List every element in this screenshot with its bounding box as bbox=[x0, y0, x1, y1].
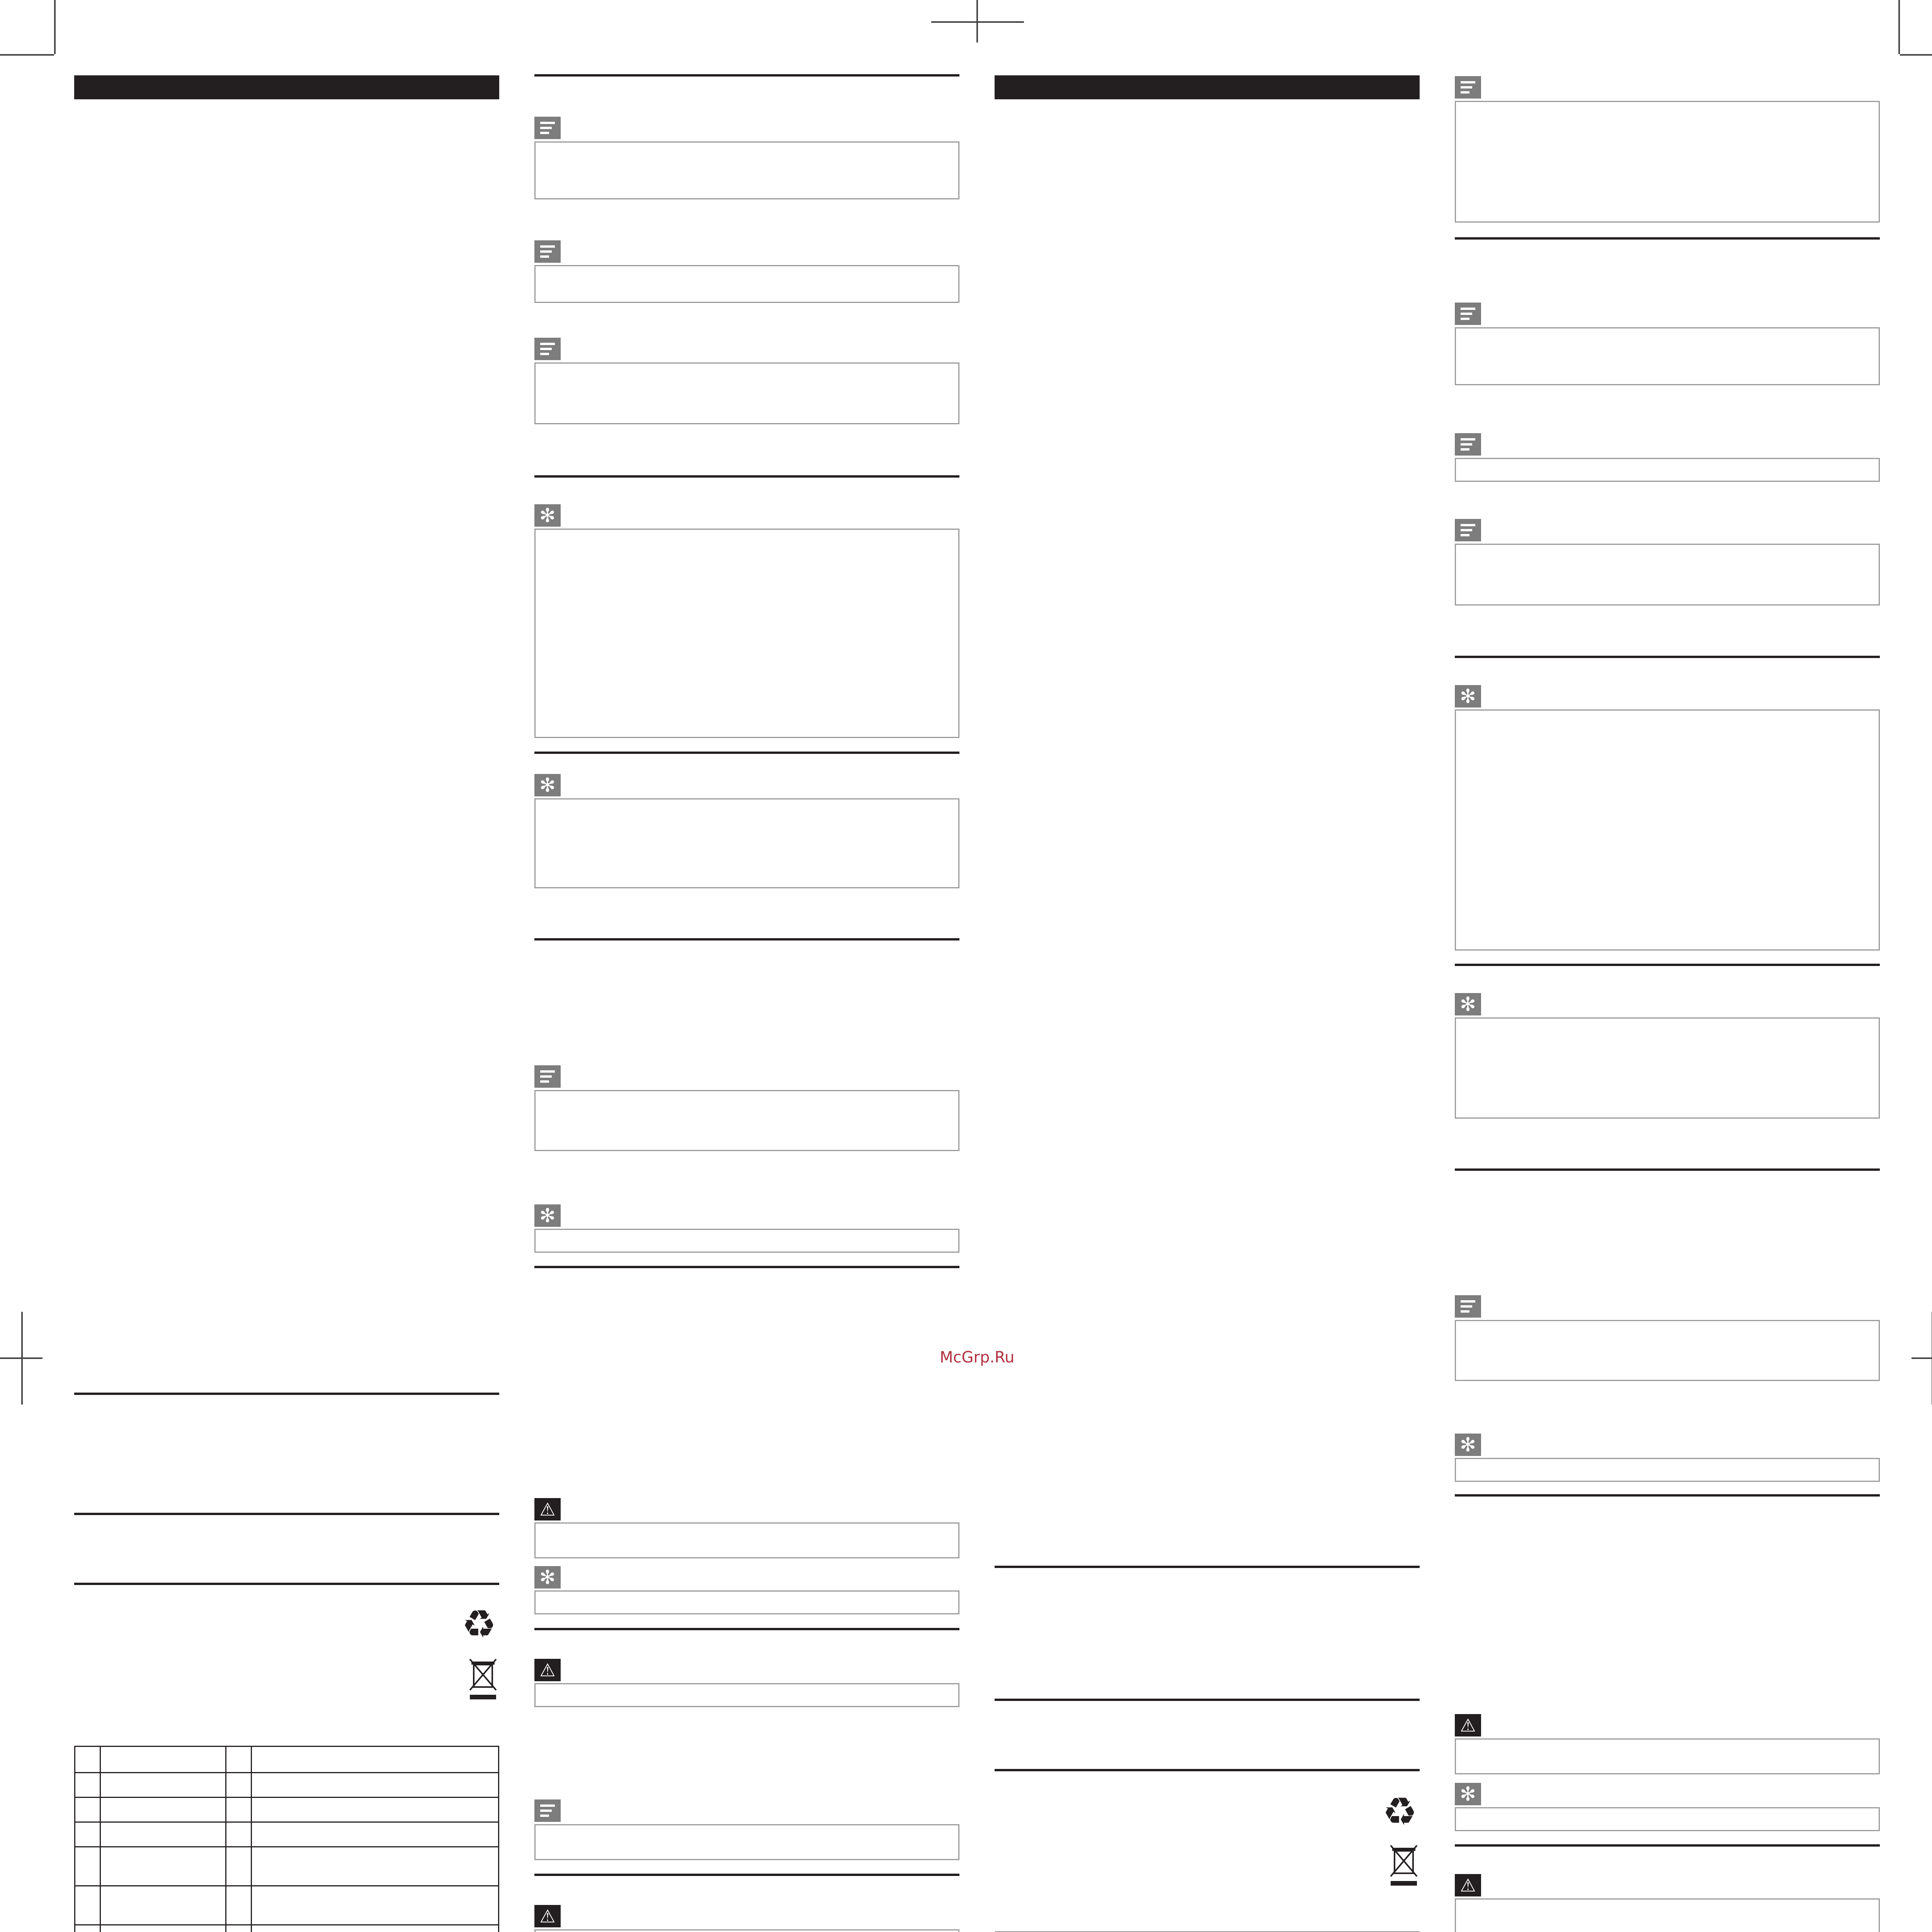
note-box bbox=[534, 1090, 959, 1151]
registration-mark-top bbox=[931, 21, 1024, 23]
note-box bbox=[1455, 101, 1880, 223]
crossed-out-bin-icon bbox=[1389, 1844, 1418, 1886]
warning-box bbox=[1455, 1898, 1880, 1932]
note-box bbox=[534, 141, 959, 199]
crop-mark bbox=[0, 54, 54, 56]
warning-box bbox=[534, 1522, 959, 1558]
section-rule bbox=[534, 752, 959, 754]
note-box bbox=[534, 1824, 959, 1860]
registration-mark-right bbox=[1912, 1357, 1932, 1359]
crossed-out-bin-icon bbox=[468, 1658, 498, 1700]
recycle-icon: ♻ bbox=[462, 1602, 497, 1647]
note-box bbox=[1455, 1320, 1880, 1381]
section-rule bbox=[534, 938, 959, 940]
table-row bbox=[75, 1797, 499, 1822]
crop-mark bbox=[54, 0, 56, 54]
table-row bbox=[75, 1822, 499, 1847]
tip-box bbox=[1455, 709, 1880, 951]
registration-mark-left bbox=[21, 1312, 23, 1405]
section-rule bbox=[1455, 1844, 1880, 1847]
tip-box bbox=[534, 1229, 959, 1253]
warning-icon: ⚠ bbox=[534, 1659, 561, 1681]
section-header-bar bbox=[995, 75, 1420, 99]
warning-icon: ⚠ bbox=[1455, 1714, 1481, 1736]
note-box bbox=[1455, 458, 1880, 482]
note-icon bbox=[534, 1065, 561, 1088]
section-rule bbox=[1455, 1168, 1880, 1171]
section-rule bbox=[74, 1513, 499, 1515]
section-rule bbox=[1455, 656, 1880, 658]
note-icon bbox=[534, 240, 561, 263]
table-row bbox=[75, 1886, 499, 1925]
watermark: McGrp.Ru bbox=[940, 1349, 1015, 1366]
section-rule bbox=[995, 1769, 1420, 1771]
section-rule bbox=[995, 1699, 1420, 1701]
note-icon bbox=[1455, 303, 1481, 325]
section-rule bbox=[1455, 964, 1880, 966]
tip-icon: ✻ bbox=[534, 1566, 561, 1588]
note-icon bbox=[534, 338, 561, 360]
tip-icon: ✻ bbox=[1455, 1783, 1481, 1805]
warning-box bbox=[534, 1929, 959, 1932]
table-row bbox=[75, 1925, 499, 1932]
section-rule bbox=[534, 1628, 959, 1630]
warning-box bbox=[534, 1683, 959, 1707]
section-rule bbox=[1455, 237, 1880, 240]
tip-box bbox=[1455, 1017, 1880, 1119]
note-icon bbox=[534, 117, 561, 139]
tip-icon: ✻ bbox=[1455, 993, 1481, 1015]
warning-icon: ⚠ bbox=[1455, 1874, 1481, 1896]
note-box bbox=[534, 362, 959, 424]
tip-box bbox=[1455, 1458, 1880, 1482]
note-box bbox=[1455, 327, 1880, 385]
section-header-bar bbox=[74, 75, 499, 99]
note-icon bbox=[534, 1799, 561, 1822]
warning-box bbox=[1455, 1738, 1880, 1774]
tip-box bbox=[534, 1590, 959, 1614]
tip-icon: ✻ bbox=[1455, 1434, 1481, 1456]
note-box bbox=[534, 265, 959, 303]
tip-box bbox=[534, 798, 959, 888]
tip-icon: ✻ bbox=[1455, 685, 1481, 707]
note-box bbox=[1455, 544, 1880, 605]
section-rule bbox=[534, 1874, 959, 1876]
section-rule bbox=[534, 74, 959, 77]
tip-box bbox=[1455, 1807, 1880, 1831]
section-rule bbox=[74, 1583, 499, 1585]
table-row bbox=[75, 1772, 499, 1797]
section-rule bbox=[74, 1393, 499, 1395]
parts-table bbox=[74, 1746, 499, 1932]
tip-box bbox=[534, 529, 959, 738]
note-icon bbox=[1455, 76, 1481, 99]
table-row bbox=[75, 1747, 499, 1773]
section-rule bbox=[534, 1266, 959, 1268]
note-icon bbox=[1455, 519, 1481, 541]
table-row bbox=[75, 1847, 499, 1886]
section-rule bbox=[1455, 1494, 1880, 1497]
recycle-icon: ♻ bbox=[1383, 1789, 1417, 1834]
warning-icon: ⚠ bbox=[534, 1905, 561, 1927]
crop-mark bbox=[1898, 0, 1900, 54]
note-icon bbox=[1455, 433, 1481, 456]
section-rule bbox=[995, 1566, 1420, 1568]
warning-icon: ⚠ bbox=[534, 1498, 561, 1520]
tip-icon: ✻ bbox=[534, 504, 561, 527]
section-rule bbox=[534, 475, 959, 478]
tip-icon: ✻ bbox=[534, 1204, 561, 1227]
crop-mark bbox=[1900, 54, 1932, 56]
note-icon bbox=[1455, 1295, 1481, 1318]
tip-icon: ✻ bbox=[534, 774, 561, 796]
